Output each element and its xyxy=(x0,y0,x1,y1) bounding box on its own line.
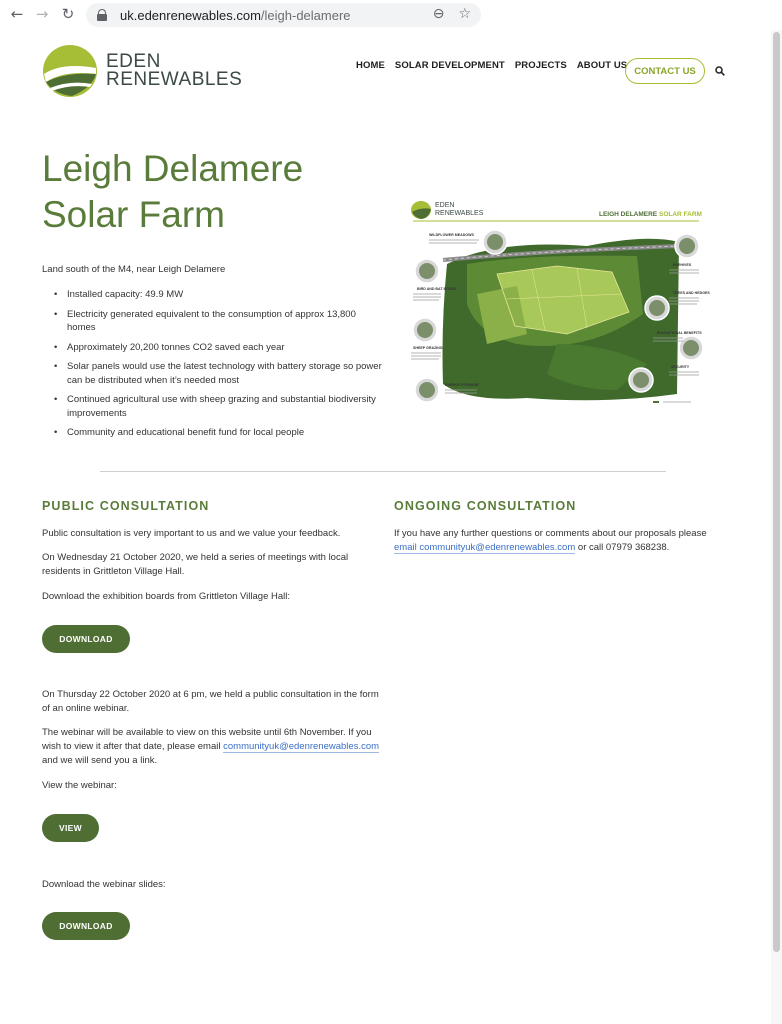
view-webinar-text: View the webinar: xyxy=(42,780,117,791)
nav-home[interactable]: HOME xyxy=(356,60,385,71)
nav-projects[interactable]: PROJECTS xyxy=(514,60,567,71)
site-plan-image[interactable] xyxy=(407,194,710,412)
fact-item: • Installed capacity: 49.9 MW xyxy=(54,288,384,302)
eden-leaf-icon xyxy=(42,44,98,98)
nav-about-us[interactable]: ABOUT US xyxy=(576,60,628,71)
map-logo-renewables: RENEWABLES xyxy=(435,210,484,217)
lock-icon xyxy=(96,9,108,21)
search-icon[interactable] xyxy=(715,66,725,76)
contact-us-button[interactable]: CONTACT US xyxy=(625,58,705,84)
meetings-text: On Wednesday 21 October 2020, we held a series of meetings with local residents in Grittleton Village Hall. xyxy=(42,552,349,577)
download-boards-button[interactable]: DOWNLOAD xyxy=(42,625,130,653)
browser-toolbar xyxy=(0,0,782,30)
map-label-trees: TREES AND HEDGES xyxy=(673,291,710,295)
webinar-availability-text xyxy=(42,726,382,768)
fact-item: • Approximately 20,200 tonnes CO2 saved each year xyxy=(54,341,384,355)
fact-item: • Continued agricultural use with sheep grazing and substantial biodiversity improvements xyxy=(54,393,384,420)
address-bar[interactable] xyxy=(86,3,481,27)
download-slides-button[interactable]: DOWNLOAD xyxy=(42,912,130,940)
page-scrollbar[interactable] xyxy=(771,30,782,1024)
public-consultation-heading: PUBLIC CONSULTATION xyxy=(42,499,210,513)
download-slides-text: Download the webinar slides: xyxy=(42,879,166,890)
ongoing-consultation-heading: ONGOING CONSULTATION xyxy=(394,499,577,513)
bookmark-star-icon[interactable]: ☆ xyxy=(458,6,471,22)
zoom-icon[interactable]: ⊖ xyxy=(432,6,445,22)
webinar-text: On Thursday 22 October 2020 at 6 pm, we held a public consultation in the form of an online webinar. xyxy=(42,689,379,714)
forward-arrow-icon[interactable]: → xyxy=(35,5,49,23)
main-nav xyxy=(356,60,637,71)
ongoing-consultation-text xyxy=(394,527,724,555)
key-facts-list xyxy=(54,288,384,446)
map-label-educational: EDUCATIONAL BENEFITS xyxy=(657,331,702,335)
map-label-security: SECURITY xyxy=(671,365,690,369)
map-title-b: SOLAR FARM xyxy=(659,211,702,218)
url-path: /leigh-delamere xyxy=(260,7,351,23)
location-intro: Land south of the M4, near Leigh Delamere xyxy=(42,264,226,275)
eden-logo[interactable] xyxy=(42,44,242,98)
map-label-sheep: SHEEP GRAZING xyxy=(413,346,443,350)
url-host: uk.edenrenewables.com xyxy=(120,7,261,23)
page-title xyxy=(42,146,372,238)
title-line-2: Solar Farm xyxy=(42,194,225,235)
webinar-availability-a: The webinar will be available to view on this website until 6th November. If you wish to view it after that date, please email xyxy=(42,727,372,752)
reload-icon[interactable]: ↻ xyxy=(61,5,75,23)
fact-item: • Community and educational benefit fund for local people xyxy=(54,426,384,440)
ongoing-text-b: or call 07979 368238. xyxy=(577,542,670,553)
fact-item: • Solar panels would use the latest technology with battery storage so power can be distributed when it’s needed most xyxy=(54,360,384,387)
ongoing-text-a: If you have any further questions or comments about our proposals please xyxy=(394,528,707,539)
section-divider xyxy=(100,471,666,472)
map-title-a: LEIGH DELAMERE xyxy=(599,211,658,218)
scrollbar-thumb[interactable] xyxy=(773,32,780,952)
view-webinar-button[interactable]: VIEW xyxy=(42,814,99,842)
map-label-wildflower: WILDFLOWER MEADOWS xyxy=(429,233,474,237)
nav-solar-development[interactable]: SOLAR DEVELOPMENT xyxy=(394,60,505,71)
map-label-energy: ENERGY STORAGE xyxy=(445,383,479,387)
map-logo-eden: EDEN xyxy=(435,202,455,209)
map-label-bird-bat: BIRD AND BAT BOXES xyxy=(417,287,457,291)
email-link-public[interactable]: communityuk@edenrenewables.com xyxy=(223,741,380,752)
public-consultation-intro: Public consultation is very important to us and we value your feedback. xyxy=(42,528,341,539)
logo-text-eden: EDEN xyxy=(106,51,161,72)
email-link-ongoing[interactable]: email communityuk@edenrenewables.com xyxy=(394,542,576,553)
fact-item: • Electricity generated equivalent to the consumption of approx 13,800 homes xyxy=(54,308,384,335)
logo-text-renewables: RENEWABLES xyxy=(106,69,243,90)
map-label-beehives: BEEHIVES xyxy=(673,263,692,267)
webinar-availability-b: and we will send you a link. xyxy=(42,755,158,766)
title-line-1: Leigh Delamere xyxy=(42,148,304,189)
download-boards-text: Download the exhibition boards from Grittleton Village Hall: xyxy=(42,591,291,602)
back-arrow-icon[interactable]: ← xyxy=(10,5,24,23)
